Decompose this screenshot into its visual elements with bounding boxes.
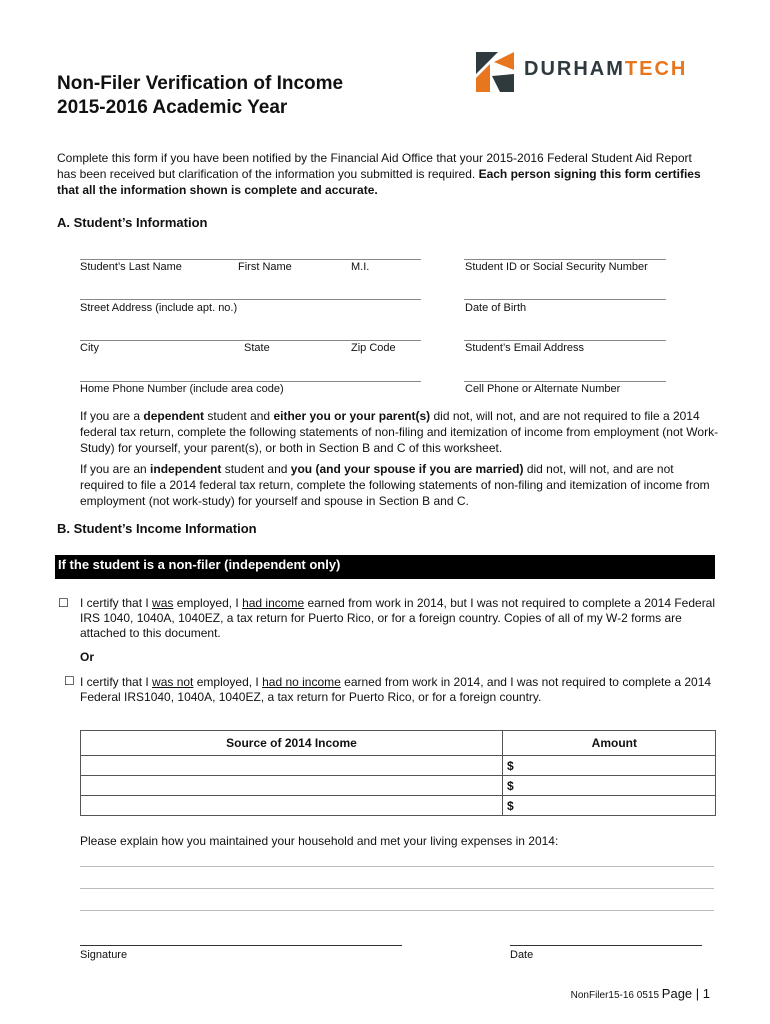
table-row: [81, 776, 716, 796]
cert1-t3: earned from work in 2014, but I was not required to complete a 2014 Federal IRS 1040, 1040A, 1040EZ, a tax return for Puerto Rico, or for a foreign country. Copies of all of my W-2 forms are attached to this document.: [80, 596, 716, 640]
source-cell[interactable]: [81, 776, 503, 796]
amount-header: Amount: [503, 731, 716, 756]
amount-cell[interactable]: $: [503, 776, 716, 796]
cert1-u2: had income: [242, 596, 305, 610]
independent-paragraph: [80, 461, 720, 509]
source-cell[interactable]: [81, 796, 503, 816]
cert1-t1: I certify that I: [80, 596, 153, 610]
ind-text-3: did not, will not, and are not required to file a 2014 federal tax return, complete the following statements of non-filing and itemization of income from employment (not work-study) for yourself and spouse in Section B and C.: [80, 462, 710, 508]
date-label: Date: [510, 949, 534, 961]
date-line[interactable]: [510, 945, 702, 946]
dep-text-2: student and: [204, 409, 274, 423]
cert2-t3: earned from work in 2014, and I was not required to complete a 2014 Federal IRS1040, 1040A, 1040EZ, a tax return for Puerto Rico, or for a foreign country.: [80, 675, 712, 704]
logo-mark-icon: [476, 52, 516, 92]
non-filer-bar: [55, 555, 715, 579]
cert2-u2: had no income: [262, 675, 341, 689]
ind-bold-1: independent: [150, 462, 222, 476]
cell-phone-line[interactable]: [464, 381, 666, 382]
logo-text: [524, 58, 687, 81]
explain-line-3[interactable]: [80, 910, 714, 911]
page-title: [57, 72, 343, 120]
source-header: Source of 2014 Income: [81, 731, 503, 756]
email-label: Student’s Email Address: [465, 342, 585, 354]
table-row: [81, 796, 716, 816]
state-label: State: [244, 342, 270, 354]
cert1-checkbox[interactable]: ☐: [58, 596, 69, 610]
dep-bold-1: dependent: [143, 409, 205, 423]
home-phone-label: Home Phone Number (include area code): [80, 383, 284, 395]
intro-text: Complete this form if you have been notified by the Financial Aid Office that your 2015-2016 Federal Student Aid Report has been received but clarification of the information you submitted is required.: [57, 151, 692, 181]
city-label: City: [80, 342, 99, 354]
home-phone-line[interactable]: [80, 381, 421, 382]
form-code: NonFiler15-16 0515: [570, 990, 660, 1001]
amount-cell[interactable]: $: [503, 796, 716, 816]
explain-prompt: Please explain how you maintained your household and met your living expenses in 2014:: [80, 834, 559, 848]
first-name-label: First Name: [238, 261, 292, 273]
cert2-t2: employed, I: [193, 675, 263, 689]
income-table: [80, 730, 716, 816]
cert2-checkbox[interactable]: ☐: [64, 674, 75, 688]
amount-cell[interactable]: $: [503, 756, 716, 776]
table-row: [81, 756, 716, 776]
title-line-1: Non-Filer Verification of Income: [57, 73, 344, 94]
table-header-row: [81, 731, 716, 756]
intro-paragraph: [57, 150, 707, 198]
intro-bold: Each person signing this form certifies that all the information shown is complete and accurate.: [57, 167, 701, 197]
cell-phone-label: Cell Phone or Alternate Number: [465, 383, 621, 395]
source-cell[interactable]: [81, 756, 503, 776]
dep-text-3: did not, will not, and are not required to file a 2014 federal tax return, complete the following statements of non-filing and itemization of income from employment (not Work-Study) for yourself, your parent(s), or both in Section B and C of this worksheet.: [80, 409, 719, 455]
signature-label: Signature: [80, 949, 128, 961]
explain-line-2[interactable]: [80, 888, 714, 889]
page-footer: [571, 986, 710, 1001]
mi-label: M.I.: [351, 261, 370, 273]
email-line[interactable]: [464, 340, 666, 341]
section-b-heading: B. Student’s Income Information: [57, 521, 257, 536]
or-label: Or: [80, 650, 95, 664]
cert1-u1: was: [152, 596, 174, 610]
ind-text-1: If you are an: [80, 462, 151, 476]
signature-line[interactable]: [80, 945, 402, 946]
section-a-heading: A. Student’s Information: [57, 215, 208, 230]
dependent-paragraph: [80, 408, 720, 456]
cert2-t1: I certify that I: [80, 675, 153, 689]
last-name-label: Student’s Last Name: [80, 261, 182, 273]
street-line[interactable]: [80, 299, 421, 300]
page-number: Page | 1: [661, 986, 710, 1001]
non-filer-bar-text: If the student is a non-filer (independent only): [58, 557, 341, 572]
dep-bold-2: either you or your parent(s): [273, 409, 431, 423]
title-line-2: 2015-2016 Academic Year: [57, 97, 288, 118]
city-line[interactable]: [80, 340, 421, 341]
last-name-line[interactable]: [80, 259, 421, 260]
dep-text-1: If you are a: [80, 409, 144, 423]
logo-part-durham: DURHAM: [524, 58, 625, 80]
zip-label: Zip Code: [351, 342, 396, 354]
cert2-text: [80, 675, 720, 705]
logo-part-tech: TECH: [624, 58, 688, 80]
ind-bold-2: you (and your spouse if you are married): [290, 462, 524, 476]
ind-text-2: student and: [221, 462, 291, 476]
street-label: Street Address (include apt. no.): [80, 302, 238, 314]
student-id-label: Student ID or Social Security Number: [465, 261, 648, 273]
durham-tech-logo: [476, 52, 706, 92]
explain-line-1[interactable]: [80, 866, 714, 867]
cert1-t2: employed, I: [173, 596, 243, 610]
cert2-u1: was not: [152, 675, 194, 689]
dob-line[interactable]: [464, 299, 666, 300]
student-id-line[interactable]: [464, 259, 666, 260]
cert1-text: [80, 596, 720, 641]
dob-label: Date of Birth: [465, 302, 527, 314]
